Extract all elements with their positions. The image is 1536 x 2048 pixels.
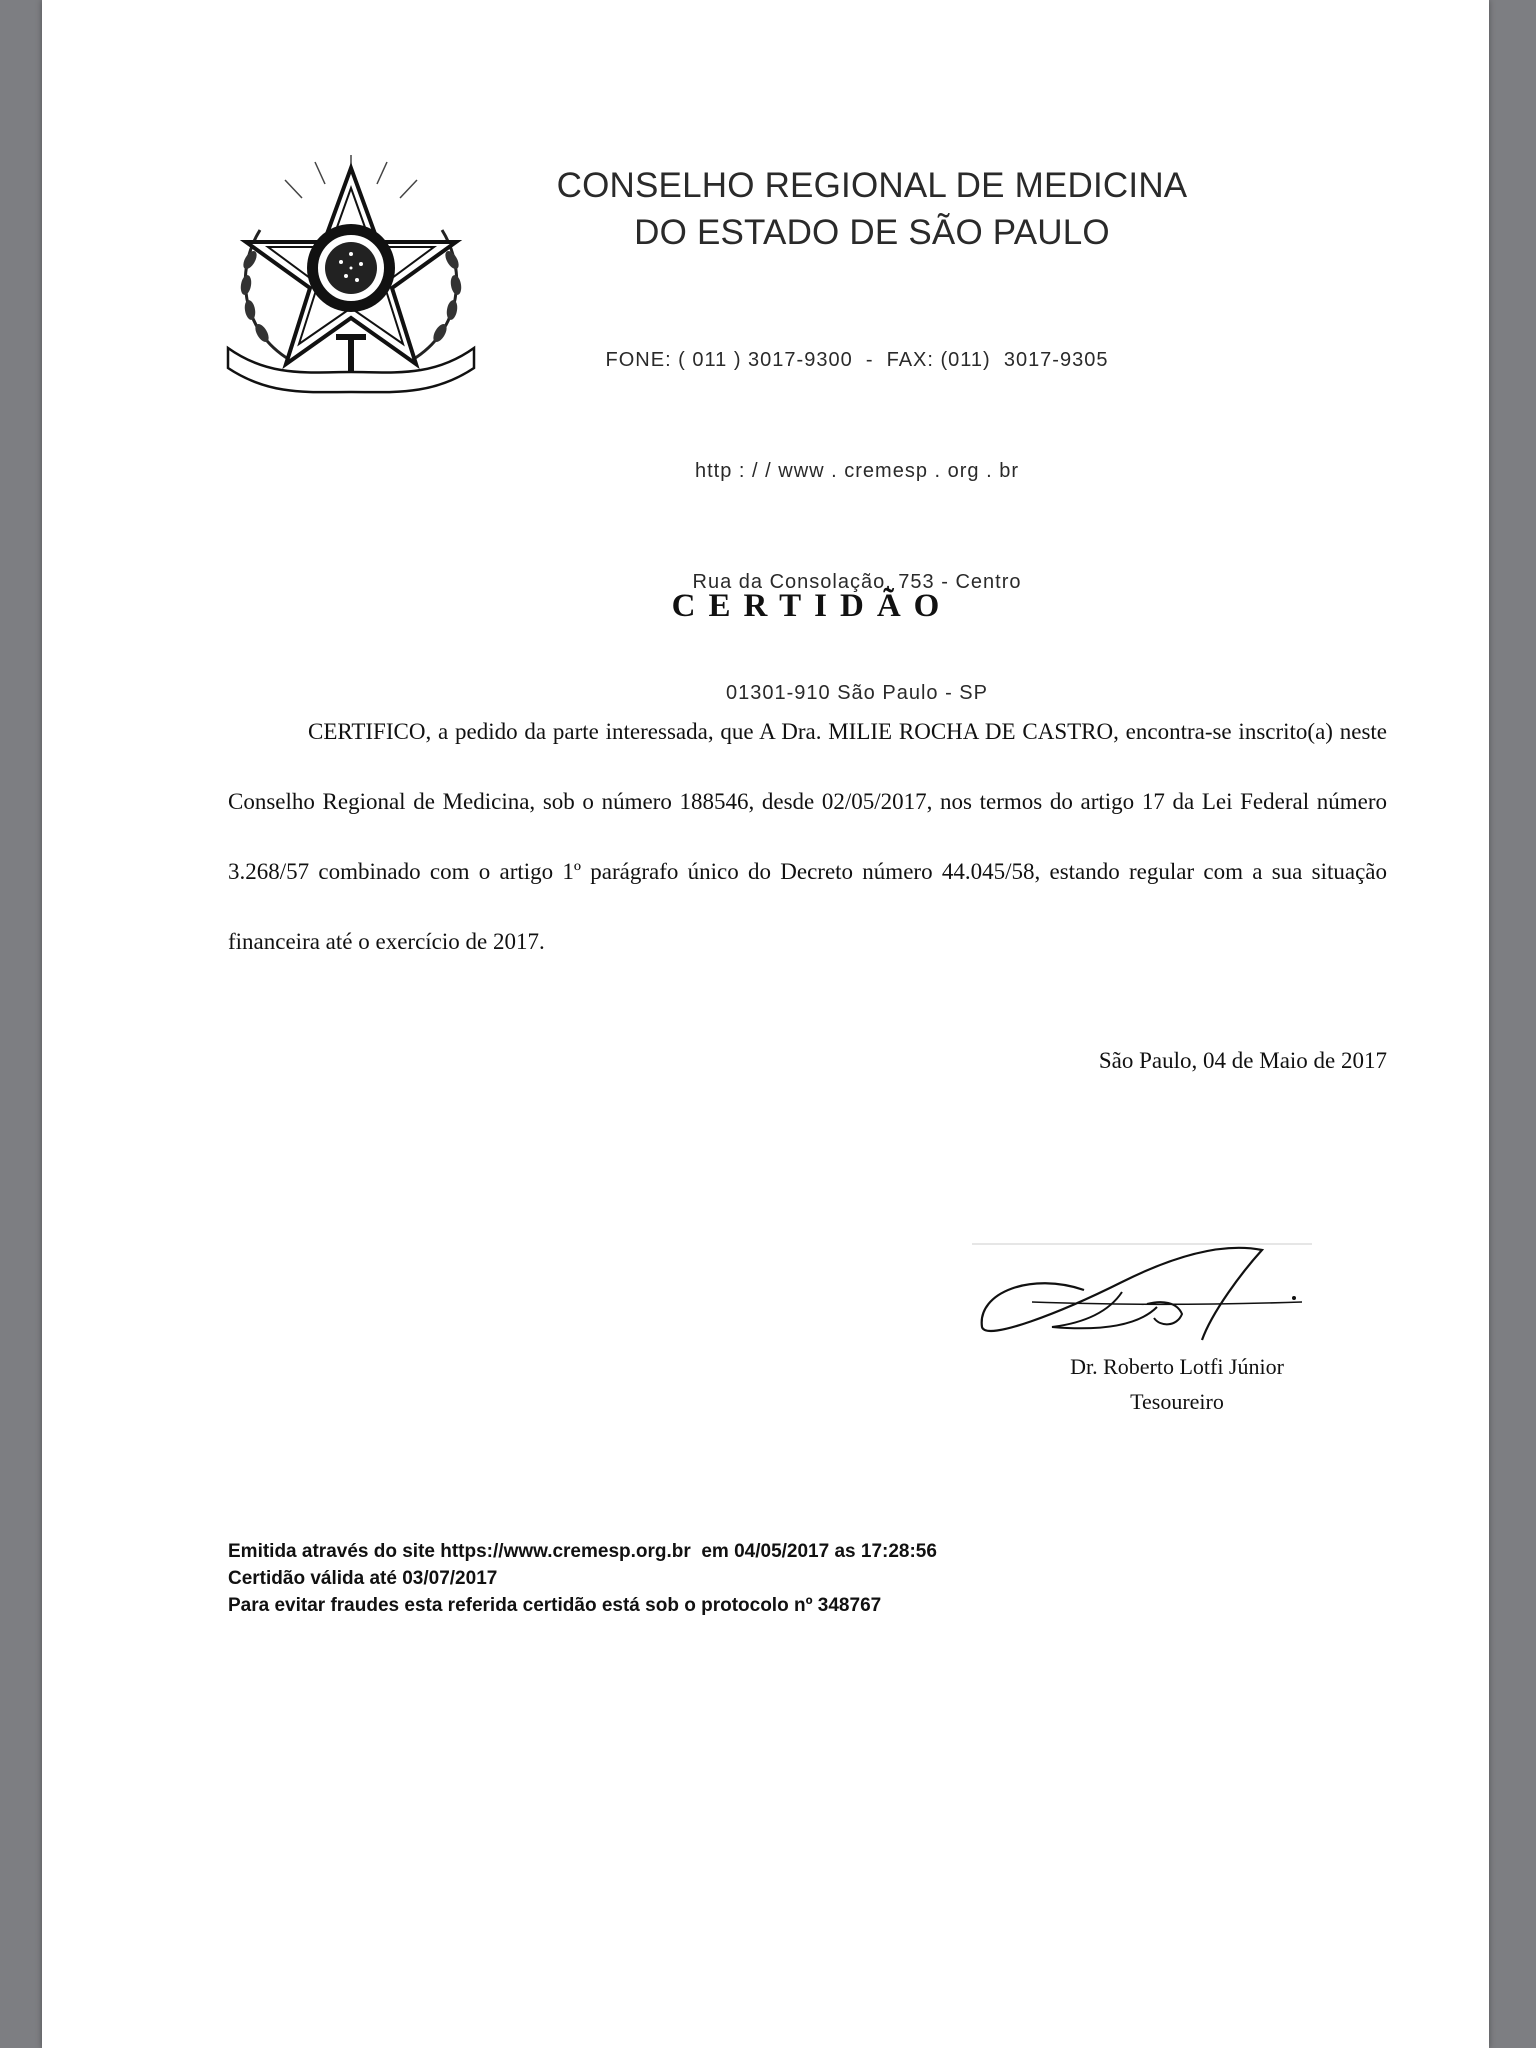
website: http : / / www . cremesp . org . br bbox=[695, 460, 1019, 482]
phone-fax: FONE: ( 011 ) 3017-9300 - FAX: (011) 3017-9305 bbox=[605, 349, 1109, 371]
address: Rua da Consolação, 753 - Centro bbox=[692, 571, 1022, 593]
organization-name bbox=[512, 162, 1232, 256]
brazil-coat-of-arms-icon bbox=[220, 150, 482, 408]
signature-icon bbox=[972, 1232, 1312, 1342]
signer-role: Tesoureiro bbox=[1130, 1389, 1224, 1414]
footer-protocol: Para evitar fraudes esta referida certidão está sob o protocolo nº 348767 bbox=[228, 1595, 882, 1616]
organization-name-line2: DO ESTADO DE SÃO PAULO bbox=[634, 213, 1110, 252]
place-date: São Paulo, 04 de Maio de 2017 bbox=[1098, 1048, 1387, 1073]
footer-issued: Emitida através do site https://www.cremesp.org.br em 04/05/2017 as 17:28:56 bbox=[228, 1541, 937, 1562]
certificate-body: CERTIFICO, a pedido da parte interessada, que A Dra. MILIE ROCHA DE CASTRO, encontra-se inscrito(a) neste Conselho Regional de Medicina, sob o número 188546, desde 02/05/2017, nos termos do artigo 17 da Lei Federal número 3.268/57 combinado com o artigo 1º parágrafo único do Decreto número 44.045/58, estando regular com a sua situação financeira até o exercício de 2017. bbox=[228, 719, 1387, 954]
organization-name-line1: CONSELHO REGIONAL DE MEDICINA bbox=[556, 166, 1188, 205]
document-page bbox=[42, 0, 1489, 2048]
footer-notes bbox=[228, 1538, 1128, 1619]
document-title: CERTIDÃO bbox=[671, 588, 953, 624]
signer-name: Dr. Roberto Lotfi Júnior bbox=[1070, 1354, 1284, 1379]
city-zip: 01301-910 São Paulo - SP bbox=[726, 682, 988, 704]
footer-validity: Certidão válida até 03/07/2017 bbox=[228, 1568, 498, 1589]
